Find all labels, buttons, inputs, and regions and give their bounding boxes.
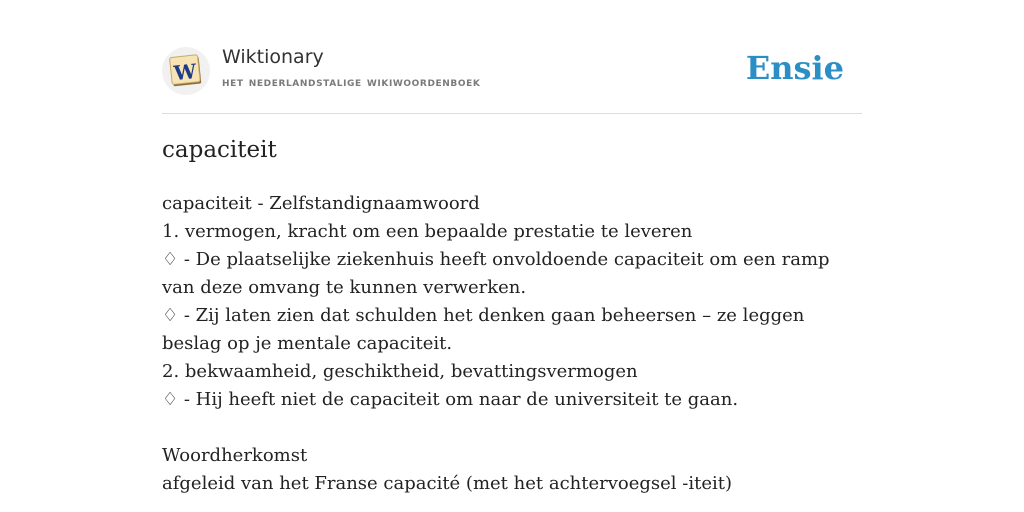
- ensie-brand-link[interactable]: Ensie: [745, 49, 844, 87]
- etymology-heading: Woordherkomst: [162, 445, 308, 466]
- example-line: ♢ - De plaatselijke ziekenhuis heeft onvoldoende capaciteit om een ramp van deze omvang te kunnen verwerken.: [162, 249, 830, 298]
- entry-heading: capaciteit - Zelfstandignaamwoord: [162, 193, 480, 214]
- logo-letter: W: [172, 58, 198, 86]
- header-divider: [162, 113, 862, 114]
- definition-line: 2. bekwaamheid, geschiktheid, bevattingsvermogen: [162, 361, 638, 382]
- site-subtitle: het nederlandstalige wikiwoordenboek: [222, 75, 481, 90]
- site-header: [162, 44, 862, 100]
- definition-line: 1. vermogen, kracht om een bepaalde prestatie te leveren: [162, 221, 693, 242]
- page-title: capaciteit: [162, 137, 277, 163]
- etymology-text: afgeleid van het Franse capacité (met het achtervoegsel -iteit): [162, 473, 733, 494]
- definition-content: [162, 190, 862, 498]
- example-line: ♢ - Hij heeft niet de capaciteit om naar de universiteit te gaan.: [162, 389, 739, 410]
- spacer: [162, 414, 862, 442]
- site-name[interactable]: Wiktionary: [222, 46, 324, 68]
- wiktionary-logo-icon[interactable]: [162, 47, 210, 95]
- example-line: ♢ - Zij laten zien dat schulden het denken gaan beheersen – ze leggen beslag op je mentale capaciteit.: [162, 305, 805, 354]
